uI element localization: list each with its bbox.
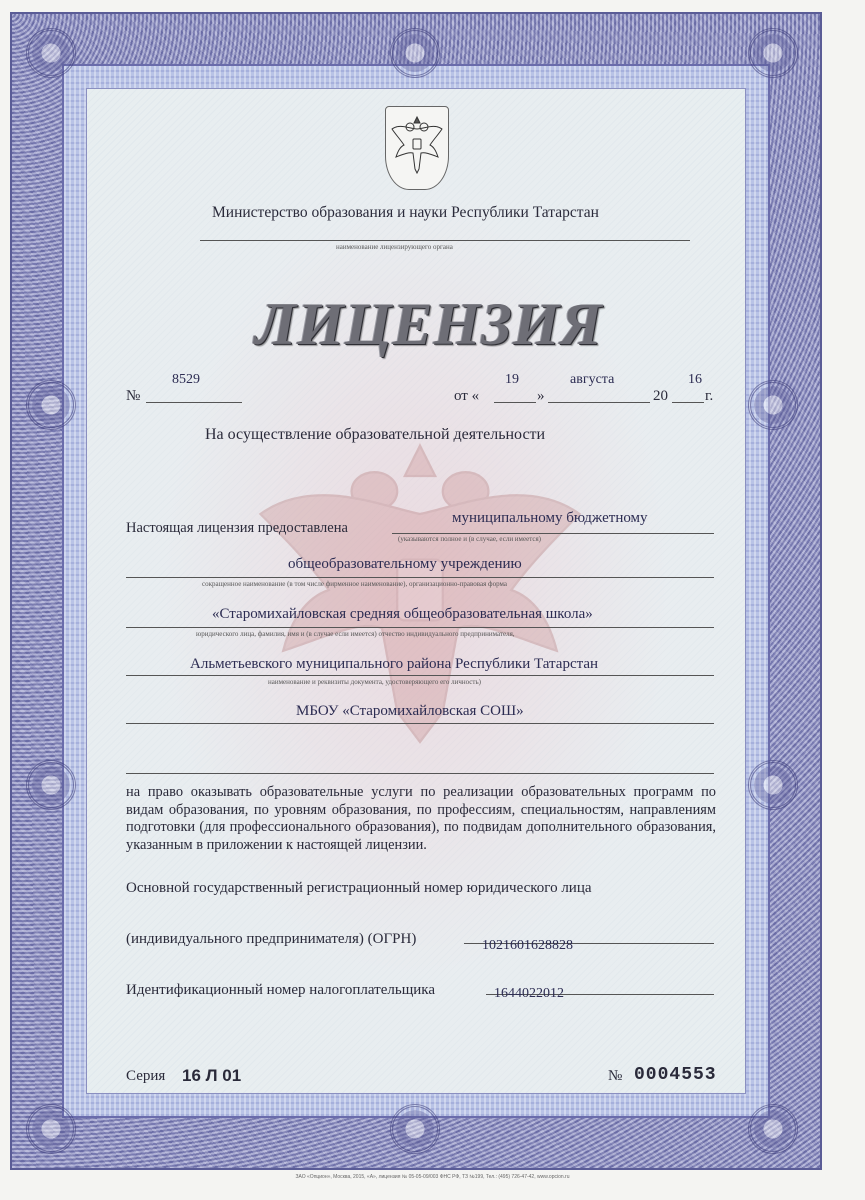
- edge-ornament: [26, 380, 76, 430]
- grantee-caption-2: сокращенное наименование (в том числе фирменное наименование), организационно-правовая форма: [202, 580, 507, 588]
- license-number: 8529: [172, 372, 200, 387]
- series-value: 16 Л 01: [182, 1066, 242, 1085]
- grantee-line-2: общеобразовательному учреждению: [288, 556, 522, 572]
- ogrn-value: 1021601628828: [482, 938, 573, 953]
- edge-ornament: [26, 760, 76, 810]
- authority-caption: наименование лицензирующего органа: [336, 243, 453, 251]
- corner-ornament: [748, 1104, 798, 1154]
- grantee-caption-1: (указываются полное и (в случае, если имеется): [398, 535, 542, 543]
- edge-ornament: [390, 1104, 440, 1154]
- blank-number-label: №: [608, 1068, 623, 1084]
- licensing-authority: Министерство образования и науки Республики Татарстан: [212, 204, 599, 221]
- document-title: ЛИЦЕНЗИЯ: [255, 291, 603, 357]
- license-month: августа: [570, 372, 615, 387]
- corner-ornament: [26, 28, 76, 78]
- edge-ornament: [390, 28, 440, 78]
- inn-value: 1644022012: [494, 986, 564, 1001]
- ogrn-label-line-2: (индивидуального предпринимателя) (ОГРН): [126, 931, 417, 947]
- number-underline: [146, 402, 242, 403]
- date-quote-close: »: [537, 388, 545, 404]
- inn-label: Идентификационный номер налогоплательщика: [126, 982, 436, 998]
- license-day: 19: [505, 372, 519, 387]
- date-from-label: от «: [454, 388, 480, 404]
- authority-underline: [200, 240, 690, 241]
- year-suffix: г.: [705, 388, 714, 404]
- grantee-line-4: Альметьевского муниципального района Республики Татарстан: [190, 656, 599, 672]
- blank-number-value: 0004553: [634, 1065, 717, 1085]
- month-underline: [548, 402, 650, 403]
- series-label: Серия: [126, 1068, 166, 1084]
- coat-of-arms-watermark-icon: [230, 400, 610, 790]
- grantee-intro: Настоящая лицензия предоставлена: [126, 520, 348, 536]
- grantee-underline-3: [126, 627, 714, 628]
- day-underline: [494, 402, 536, 403]
- number-label: №: [126, 388, 141, 404]
- grantee-underline-1: [392, 533, 714, 534]
- year-underline: [672, 402, 704, 403]
- grantee-short-name: МБОУ «Старомихайловская СОШ»: [296, 703, 524, 719]
- printer-imprint: ЗАО «Опцион», Москва, 2015, «А», лицензия № 05-05-09/003 ФНС РФ, ТЗ №199, Тел.: (495) 726-47-42, www.opcion.ru: [295, 1174, 570, 1180]
- grantee-underline-2: [126, 577, 714, 578]
- corner-ornament: [26, 1104, 76, 1154]
- grantee-line-3: «Старомихайловская средняя общеобразовательная школа»: [212, 606, 593, 622]
- rights-paragraph: на право оказывать образовательные услуги по реализации образовательных программ по видам образования, по уровням образования, по профессиям, специальностям, направлениям подготовки (для профессионального образования), по подвидам дополнительного образования, указанным в приложении к настоящей лицензии.: [126, 784, 716, 853]
- year-prefix: 20: [653, 388, 668, 404]
- grantee-underline-4: [126, 675, 714, 676]
- license-purpose: На осуществление образовательной деятельности: [205, 426, 546, 443]
- grantee-line-1: муниципальному бюджетному: [452, 510, 648, 526]
- grantee-underline-6: [126, 773, 714, 774]
- corner-ornament: [748, 28, 798, 78]
- edge-ornament: [748, 380, 798, 430]
- edge-ornament: [748, 760, 798, 810]
- grantee-caption-4: наименование и реквизиты документа, удостоверяющего его личность): [268, 678, 481, 686]
- grantee-caption-3: юридического лица, фамилия, имя и (в случае если имеется) отчество индивидуального предпринимателя,: [196, 630, 515, 638]
- license-year: 16: [688, 372, 702, 387]
- grantee-underline-5: [126, 723, 714, 724]
- coat-of-arms-icon: [385, 106, 449, 190]
- ogrn-label-line-1: Основной государственный регистрационный номер юридического лица: [126, 880, 592, 896]
